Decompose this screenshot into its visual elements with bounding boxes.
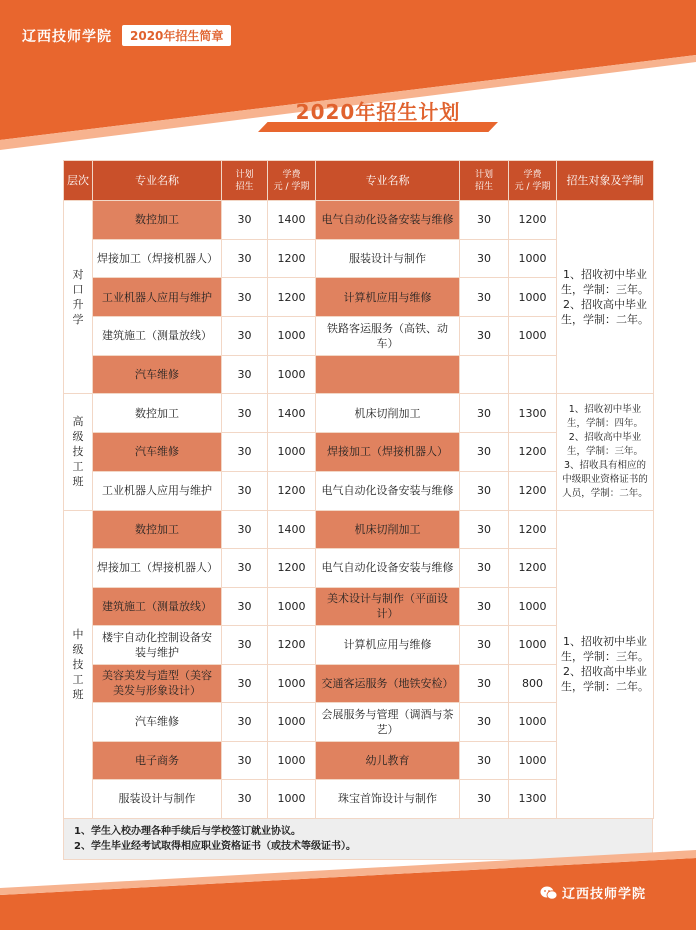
plan-cell: 30 [222, 549, 268, 588]
major-cell: 服装设计与制作 [316, 239, 460, 278]
fee-cell: 1200 [509, 433, 557, 472]
plan-cell: 30 [222, 239, 268, 278]
plan-cell: 30 [460, 510, 509, 549]
level-cell: 中级技工班 [64, 510, 93, 818]
major-cell: 焊接加工（焊接机器人） [93, 239, 222, 278]
plan-cell: 30 [222, 510, 268, 549]
major-cell: 珠宝首饰设计与制作 [316, 780, 460, 819]
table-body [64, 201, 654, 819]
plan-cell: 30 [460, 239, 509, 278]
major-cell: 汽车维修 [93, 703, 222, 742]
major-cell: 美术设计与制作（平面设计） [316, 587, 460, 626]
target-cell: 1、招收初中毕业生，学制：三年。 2、招收高中毕业生，学制：二年。 [557, 510, 654, 818]
major-cell: 会展服务与管理（调酒与茶艺） [316, 703, 460, 742]
watermark [540, 883, 646, 902]
table-row [64, 510, 654, 549]
major-cell [316, 355, 460, 394]
plan-cell: 30 [460, 278, 509, 317]
header-fee-2: 学费 元 / 学期 [509, 161, 557, 201]
fee-cell: 1400 [268, 510, 316, 549]
major-cell: 机床切削加工 [316, 510, 460, 549]
plan-cell: 30 [222, 433, 268, 472]
plan-cell: 30 [222, 780, 268, 819]
table-row [64, 394, 654, 433]
level-cell: 对口升学 [64, 201, 93, 394]
major-cell: 计算机应用与维修 [316, 626, 460, 665]
plan-cell: 30 [460, 433, 509, 472]
fee-cell: 1200 [268, 239, 316, 278]
fee-cell: 1200 [268, 549, 316, 588]
table-header-row [64, 161, 654, 201]
plan-cell: 30 [222, 664, 268, 703]
major-cell: 电气自动化设备安装与维修 [316, 549, 460, 588]
note-1: 1、学生入校办理各种手续后与学校签订就业协议。 [74, 825, 301, 837]
fee-cell: 800 [509, 664, 557, 703]
fee-cell: 1000 [268, 780, 316, 819]
fee-cell: 1300 [509, 780, 557, 819]
plan-cell: 30 [460, 549, 509, 588]
plan-cell: 30 [222, 471, 268, 510]
plan-cell: 30 [222, 626, 268, 665]
fee-cell: 1000 [268, 355, 316, 394]
fee-cell: 1000 [268, 587, 316, 626]
major-cell: 焊接加工（焊接机器人） [93, 549, 222, 588]
plan-cell: 30 [460, 626, 509, 665]
target-cell: 1、招收初中毕业生，学制：三年。 2、招收高中毕业生，学制：二年。 [557, 201, 654, 394]
major-cell: 电子商务 [93, 741, 222, 780]
header-major: 专业名称 [93, 161, 222, 201]
fee-cell: 1000 [268, 703, 316, 742]
fee-cell: 1000 [509, 278, 557, 317]
fee-cell: 1000 [268, 317, 316, 356]
plan-cell: 30 [460, 703, 509, 742]
plan-cell: 30 [222, 317, 268, 356]
major-cell: 汽车维修 [93, 433, 222, 472]
fee-cell: 1000 [509, 626, 557, 665]
plan-cell: 30 [460, 317, 509, 356]
header-level: 层次 [64, 161, 93, 201]
school-name: 辽西技师学院 [22, 28, 112, 45]
brochure-tag: 2020年招生简章 [122, 25, 231, 46]
major-cell: 数控加工 [93, 201, 222, 240]
plan-cell: 30 [222, 278, 268, 317]
plan-cell: 30 [222, 741, 268, 780]
fee-cell: 1200 [509, 549, 557, 588]
major-cell: 建筑施工（测量放线） [93, 317, 222, 356]
header-major-2: 专业名称 [316, 161, 460, 201]
page-title: 2020年招生计划 [295, 100, 461, 124]
fee-cell [509, 355, 557, 394]
major-cell: 计算机应用与维修 [316, 278, 460, 317]
plan-cell: 30 [222, 587, 268, 626]
header-plan-2: 计划 招生 [460, 161, 509, 201]
major-cell: 工业机器人应用与维护 [93, 471, 222, 510]
plan-cell: 30 [222, 703, 268, 742]
fee-cell: 1200 [268, 278, 316, 317]
header-plan: 计划 招生 [222, 161, 268, 201]
major-cell: 数控加工 [93, 510, 222, 549]
major-cell: 交通客运服务（地铁安检） [316, 664, 460, 703]
watermark-text: 辽西技师学院 [562, 887, 647, 902]
plan-cell [460, 355, 509, 394]
plan-cell: 30 [460, 587, 509, 626]
table-row [64, 201, 654, 240]
fee-cell: 1000 [268, 664, 316, 703]
fee-cell: 1200 [509, 201, 557, 240]
plan-cell: 30 [460, 394, 509, 433]
major-cell: 汽车维修 [93, 355, 222, 394]
plan-cell: 30 [460, 201, 509, 240]
enrollment-plan [63, 160, 653, 860]
enrollment-table [63, 160, 654, 819]
major-cell: 幼儿教育 [316, 741, 460, 780]
major-cell: 建筑施工（测量放线） [93, 587, 222, 626]
major-cell: 楼宇自动化控制设备安装与维护 [93, 626, 222, 665]
plan-cell: 30 [222, 201, 268, 240]
fee-cell: 1200 [509, 510, 557, 549]
fee-cell: 1000 [509, 741, 557, 780]
major-cell: 美容美发与造型（美容美发与形象设计） [93, 664, 222, 703]
plan-cell: 30 [460, 664, 509, 703]
major-cell: 电气自动化设备安装与维修 [316, 471, 460, 510]
fee-cell: 1300 [509, 394, 557, 433]
major-cell: 铁路客运服务（高铁、动车） [316, 317, 460, 356]
plan-cell: 30 [222, 355, 268, 394]
major-cell: 服装设计与制作 [93, 780, 222, 819]
fee-cell: 1200 [268, 626, 316, 665]
note-2: 2、学生毕业经考试取得相应职业资格证书（或技术等级证书）。 [74, 840, 356, 852]
fee-cell: 1400 [268, 201, 316, 240]
header-fee: 学费 元 / 学期 [268, 161, 316, 201]
header-target: 招生对象及学制 [557, 161, 654, 201]
fee-cell: 1200 [268, 471, 316, 510]
major-cell: 工业机器人应用与维护 [93, 278, 222, 317]
plan-cell: 30 [460, 780, 509, 819]
plan-cell: 30 [460, 741, 509, 780]
fee-cell: 1000 [509, 317, 557, 356]
fee-cell: 1000 [509, 703, 557, 742]
title-block [248, 96, 508, 136]
fee-cell: 1000 [509, 239, 557, 278]
target-cell: 1、招收初中毕业生，学制：四年。 2、招收高中毕业生，学制：三年。 3、招收具有相应的中级职业资格证书的人员，学制：二年。 [557, 394, 654, 510]
header [22, 25, 231, 46]
fee-cell: 1000 [268, 741, 316, 780]
plan-cell: 30 [222, 394, 268, 433]
major-cell: 机床切削加工 [316, 394, 460, 433]
major-cell: 焊接加工（焊接机器人） [316, 433, 460, 472]
major-cell: 电气自动化设备安装与维修 [316, 201, 460, 240]
fee-cell: 1200 [509, 471, 557, 510]
wechat-icon [540, 885, 558, 901]
fee-cell: 1400 [268, 394, 316, 433]
fee-cell: 1000 [509, 587, 557, 626]
fee-cell: 1000 [268, 433, 316, 472]
plan-cell: 30 [460, 471, 509, 510]
major-cell: 数控加工 [93, 394, 222, 433]
level-cell: 高级技工班 [64, 394, 93, 510]
